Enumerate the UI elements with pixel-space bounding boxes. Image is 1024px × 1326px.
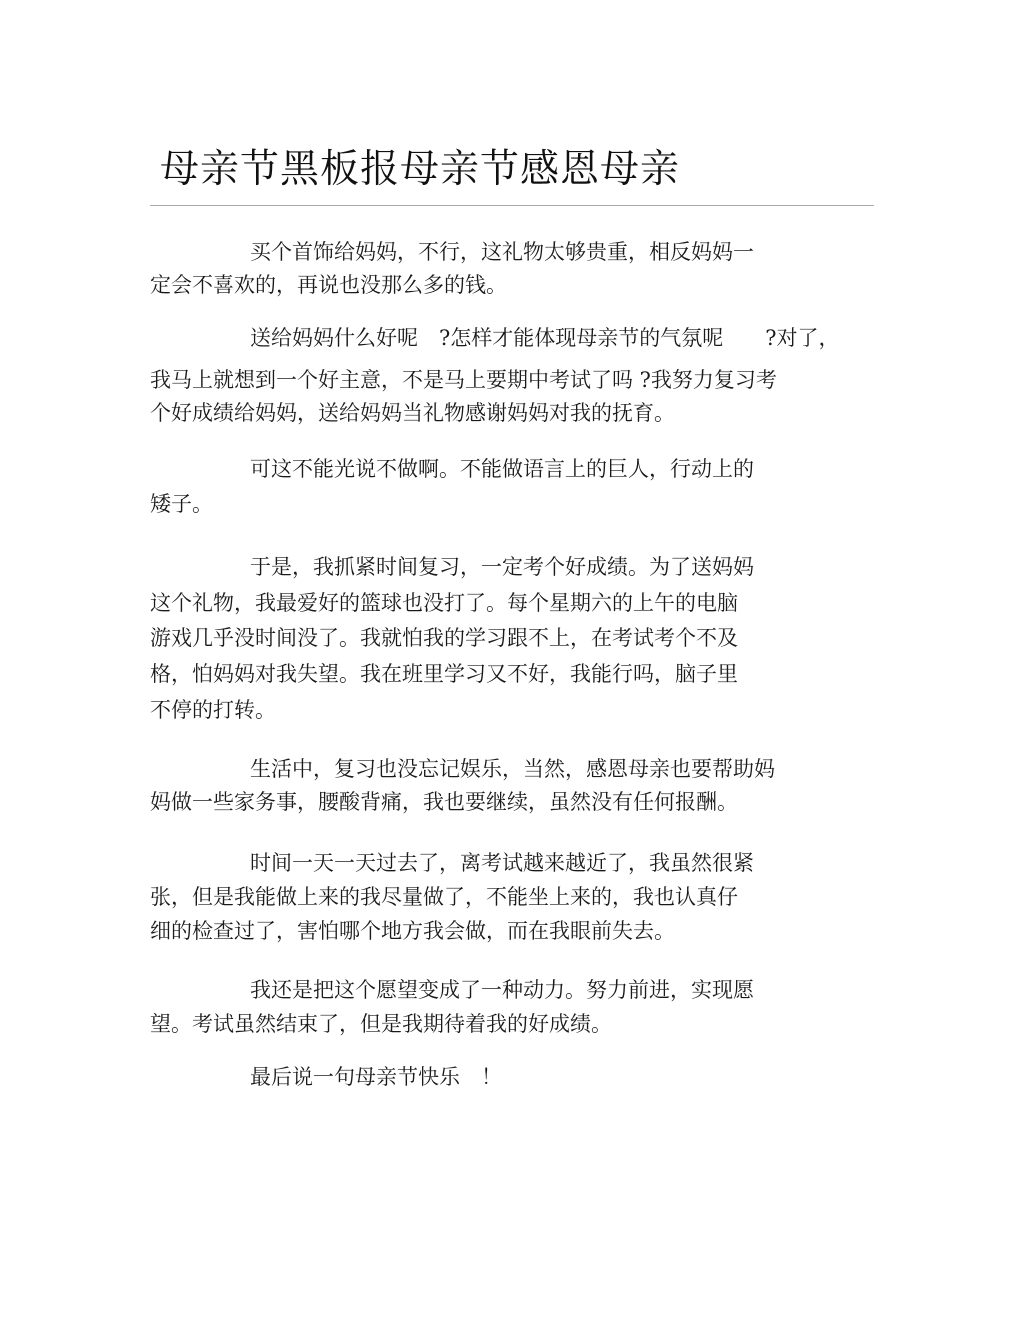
text-line: 我马上就想到一个好主意，不是马上要期中考试了吗 ?我努力复习考 bbox=[150, 368, 777, 392]
text-line: 定会不喜欢的，再说也没那么多的钱。 bbox=[150, 273, 507, 297]
text-line: 时间一天一天过去了，离考试越来越近了，我虽然很紧 bbox=[250, 851, 754, 875]
text-line: 生活中，复习也没忘记娱乐，当然，感恩母亲也要帮助妈 bbox=[250, 757, 775, 781]
text-line: 送给妈妈什么好呢 ?怎样才能体现母亲节的气氛呢 ?对了， bbox=[250, 326, 840, 350]
title-divider bbox=[150, 205, 874, 206]
page-title: 母亲节黑板报母亲节感恩母亲 bbox=[160, 147, 681, 192]
text-line: 于是，我抓紧时间复习，一定考个好成绩。为了送妈妈 bbox=[250, 555, 754, 579]
text-line: 张，但是我能做上来的我尽量做了，不能坐上来的，我也认真仔 bbox=[150, 885, 738, 909]
text-line: 个好成绩给妈妈，送给妈妈当礼物感谢妈妈对我的抚育。 bbox=[150, 401, 675, 425]
text-line: 游戏几乎没时间没了。我就怕我的学习跟不上，在考试考个不及 bbox=[150, 626, 738, 650]
text-line: 不停的打转。 bbox=[150, 698, 276, 722]
text-line: 最后说一句母亲节快乐 ！ bbox=[250, 1065, 502, 1089]
text-line: 细的检查过了，害怕哪个地方我会做，而在我眼前失去。 bbox=[150, 919, 675, 943]
text-line: 可这不能光说不做啊。不能做语言上的巨人，行动上的 bbox=[250, 457, 754, 481]
text-line: 妈做一些家务事，腰酸背痛，我也要继续，虽然没有任何报酬。 bbox=[150, 790, 738, 814]
text-line: 买个首饰给妈妈，不行，这礼物太够贵重，相反妈妈一 bbox=[250, 240, 754, 264]
text-line: 望。考试虽然结束了，但是我期待着我的好成绩。 bbox=[150, 1012, 612, 1036]
text-line: 我还是把这个愿望变成了一种动力。努力前进，实现愿 bbox=[250, 978, 754, 1002]
text-line: 这个礼物，我最爱好的篮球也没打了。每个星期六的上午的电脑 bbox=[150, 591, 738, 615]
text-line: 格，怕妈妈对我失望。我在班里学习又不好，我能行吗，脑子里 bbox=[150, 662, 738, 686]
text-line: 矮子。 bbox=[150, 492, 213, 516]
